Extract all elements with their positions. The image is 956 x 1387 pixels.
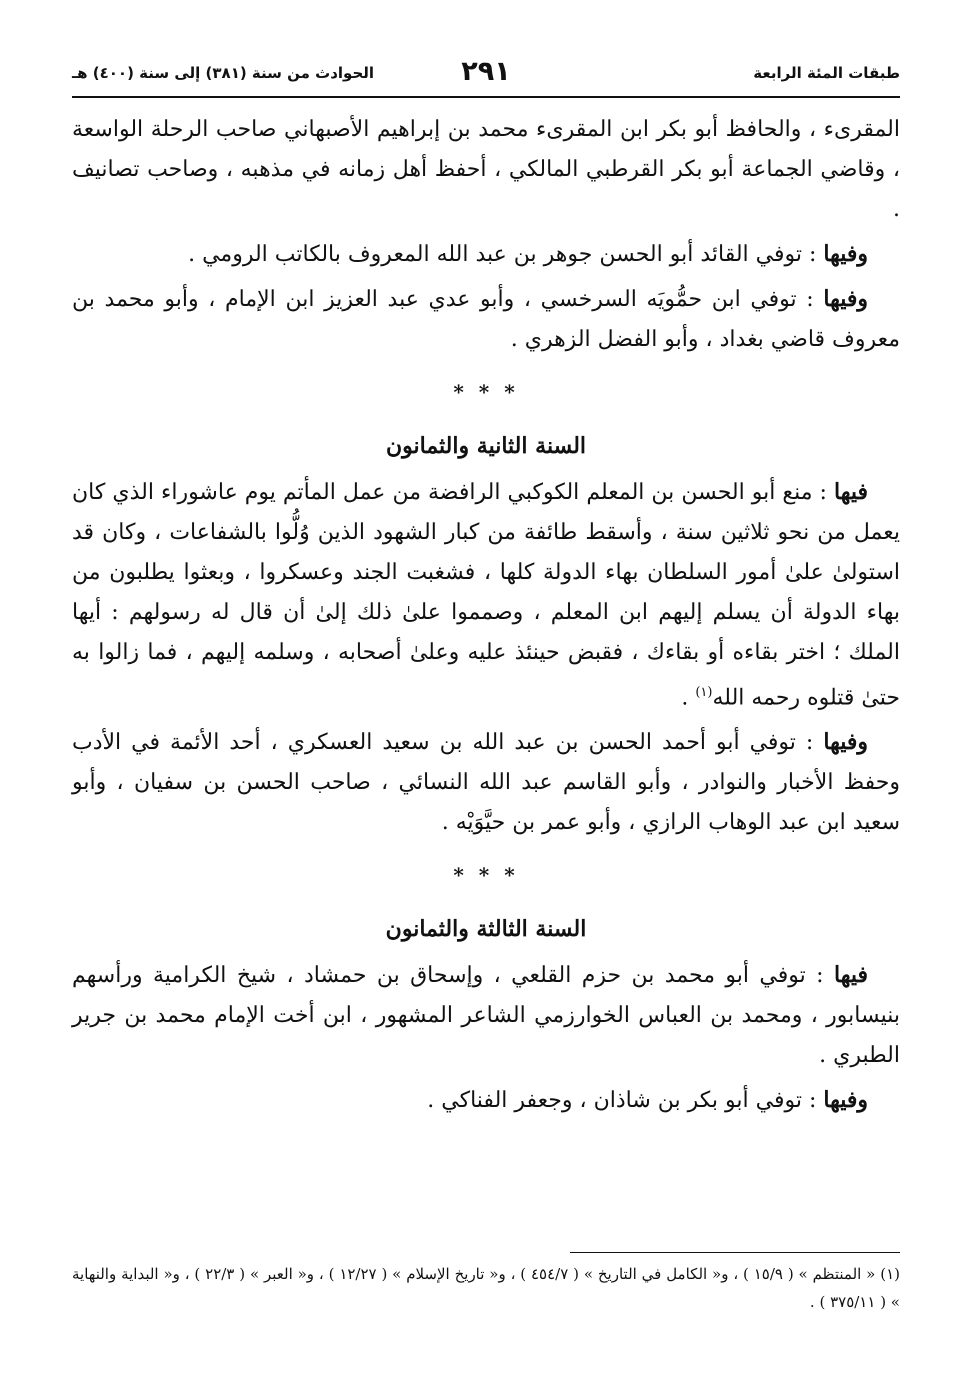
paragraph <box>72 234 900 275</box>
section-heading-year-383: السنة الثالثة والثمانون <box>385 916 587 943</box>
section-heading-year-382: السنة الثانية والثمانون <box>385 433 587 459</box>
paragraph-text: : توفي أبو أحمد الحسن بن عبد الله بن سعيد العسكري ، أحد الأئمة في الأدب وحفظ الأخبار والنوادر ، وأبو القاسم عبد الله النسائي ، صاحب الحسن بن سفيان ، وأبو سعيد ابن عبد الوهاب الرازي ، وأبو عمر بن حيَّوَيْه . <box>72 730 900 836</box>
footnote: (١) « المنتظم » ( ١٥/٩ ) ، و« الكامل في التاريخ » ( ٤٥٤/٧ ) ، و« تاريخ الإسلام » ( ١٢/٢٧ ) ، و« العبر » ( ٢٢/٣ ) ، و« البداية والنهاية » ( ٣٧٥/١١ ) . <box>72 1265 900 1311</box>
paragraph-keyword: وفيها <box>823 729 868 756</box>
paragraph <box>72 722 900 843</box>
page-number: ٢٩١ <box>461 56 511 87</box>
footnote-reference[interactable]: (١) <box>695 685 713 700</box>
paragraph-text: المقرىء ، والحافظ أبو بكر ابن المقرىء محمد بن إبراهيم الأصبهاني صاحب الرحلة الواسعة ، وقاضي الجماعة أبو بكر القرطبي المالكي ، أحفظ أهل زمانه في مذهبه ، وصاحب تصانيف . <box>72 117 900 222</box>
header-book-title: طبقات المئة الرابعة <box>753 64 900 82</box>
paragraph-continuation <box>72 110 900 230</box>
paragraph-text: : توفي ابن حمُّويَه السرخسي ، وأبو عدي عبد العزيز ابن الإمام ، وأبو محمد بن معروف قاضي بغداد ، وأبو الفضل الزهري . <box>72 287 900 352</box>
paragraph-end: . <box>681 685 696 711</box>
paragraph-text: : توفي أبو محمد بن حزم القلعي ، وإسحاق بن حمشاد ، شيخ الكرامية ورأسهم بنيسابور ، ومحمد بن العباس الخوارزمي الشاعر المشهور ، ابن أخت الإمام محمد بن جرير الطبري . <box>72 963 900 1069</box>
paragraph-keyword: وفيها <box>823 241 868 267</box>
paragraph-keyword: وفيها <box>823 286 868 312</box>
paragraph <box>72 1080 900 1121</box>
paragraph <box>72 279 900 360</box>
paragraph <box>72 955 900 1076</box>
paragraph-text: : منع أبو الحسن بن المعلم الكوكبي الرافضة من عمل المأتم يوم عاشوراء الذي كان يعمل من نحو ثلاثين سنة ، وأسقط طائفة من كبار الشهود الذين وُلُّوا بالشفاعات ، وكان قد استولىٰ علىٰ أمور السلطان بهاء الدولة كلها ، فشغبت الجند وعسكروا ، وبعثوا يطلبون من بهاء الدولة أن يسلم إليهم ابن المعلم ، وصمموا علىٰ ذلك إلىٰ أن قال له رسولهم : أيها الملك ؛ اختر بقاءه أو بقاءك ، فقبض حينئذ عليه وعلىٰ أصحابه ، وسلمه إليهم ، فما زالوا به حتىٰ قتلوه رحمه الله <box>72 480 900 711</box>
paragraph-text: : توفي القائد أبو الحسن جوهر بن عبد الله المعروف بالكاتب الرومي . <box>188 242 824 267</box>
paragraph-keyword: فيها <box>834 962 868 989</box>
header-rule <box>72 96 900 98</box>
header-chapter-range: الحوادث من سنة (٣٨١) إلى سنة (٤٠٠) هـ <box>72 64 375 82</box>
paragraph-text: : توفي أبو بكر بن شاذان ، وجعفر الفناكي . <box>427 1088 824 1114</box>
section-separator: * * * <box>453 863 519 888</box>
footnote-rule <box>570 1252 900 1253</box>
paragraph <box>72 472 900 718</box>
paragraph-keyword: وفيها <box>823 1087 868 1114</box>
running-header <box>72 56 900 92</box>
section-separator: * * * <box>453 380 519 404</box>
paragraph-keyword: فيها <box>834 479 868 505</box>
main-text <box>72 110 900 1125</box>
